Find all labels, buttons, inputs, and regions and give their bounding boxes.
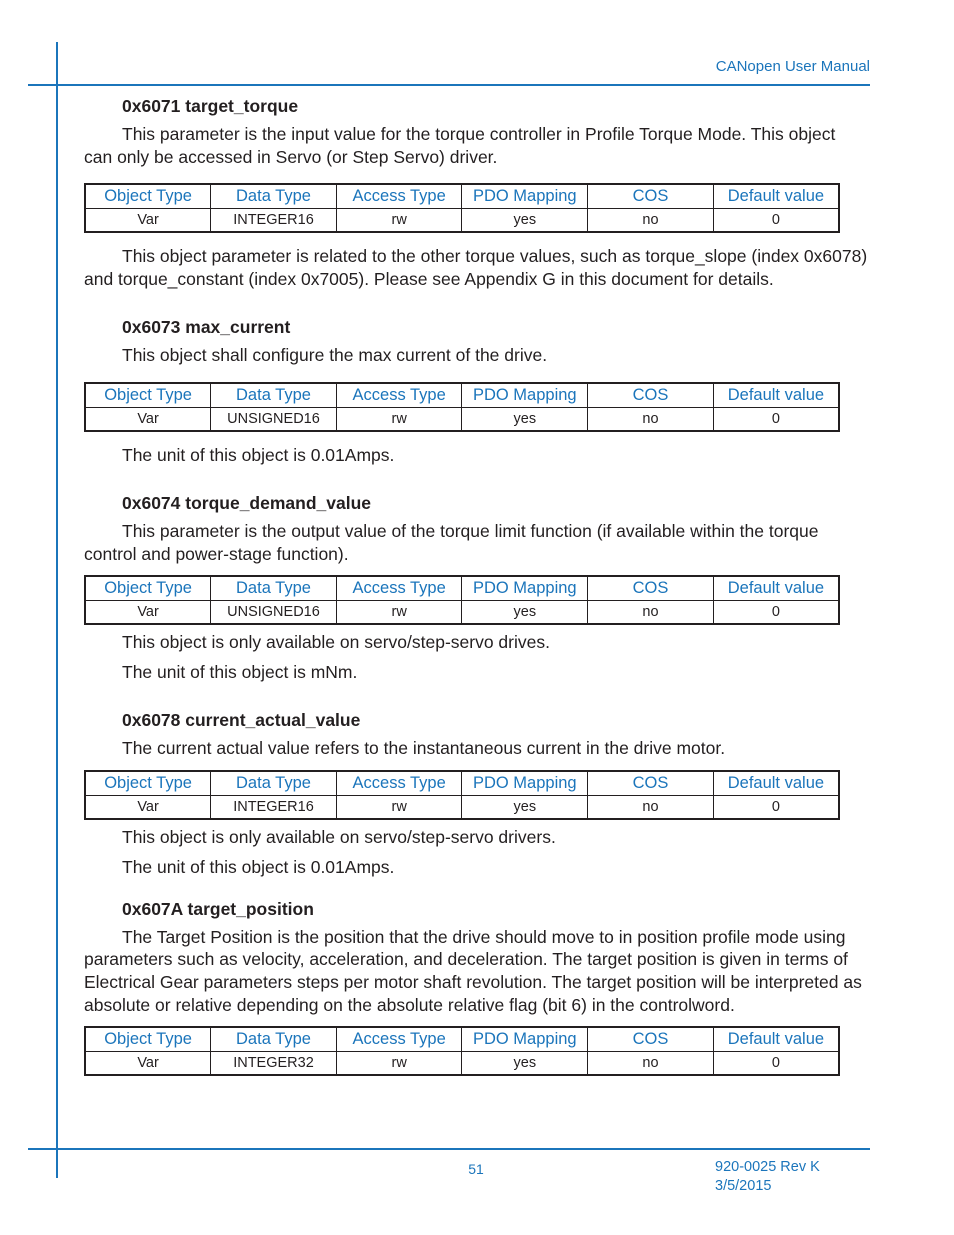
page-body xyxy=(84,95,868,1088)
table-row xyxy=(85,601,839,625)
table-cell: yes xyxy=(462,795,588,819)
object-table xyxy=(84,183,840,233)
section-heading: 0x6074 torque_demand_value xyxy=(122,492,372,513)
section-0x607A xyxy=(84,898,868,1076)
header-cell: Data Type xyxy=(211,383,337,408)
object-table xyxy=(84,575,840,625)
section-note: This object is only available on servo/step-servo drives. xyxy=(122,632,550,653)
section-intro: The Target Position is the position that the drive should move to in position profile mode using parameters such as velocity, acceleration, and deceleration. The target position is given in terms of Electrical Gear parameters steps per motor shaft revolution. The target position will be interpreted as absolute or relative depending on the absolute relative flag (bit 6) in the controlword. xyxy=(84,926,862,1015)
header-cell: Object Type xyxy=(85,383,211,408)
table-header-row xyxy=(85,576,839,601)
table-cell: Var xyxy=(85,601,211,625)
table-header-row xyxy=(85,1027,839,1052)
doc-revision: 920-0025 Rev K xyxy=(715,1159,820,1175)
table-cell: rw xyxy=(336,407,462,431)
section-intro: This parameter is the output value of the torque limit function (if available within the torque control and power-stage function). xyxy=(84,520,819,564)
table-cell: no xyxy=(588,209,714,233)
section-0x6074 xyxy=(84,492,868,683)
running-header: CANopen User Manual xyxy=(715,58,870,75)
footer-doc-info xyxy=(715,1158,820,1196)
section-heading: 0x6078 current_actual_value xyxy=(122,710,361,731)
table-cell: no xyxy=(588,407,714,431)
table-header-row xyxy=(85,184,839,209)
table-cell: INTEGER32 xyxy=(211,1052,337,1076)
footer-rule xyxy=(28,1148,870,1150)
header-cell: PDO Mapping xyxy=(462,383,588,408)
header-cell: Object Type xyxy=(85,184,211,209)
table-cell: 0 xyxy=(713,601,839,625)
header-cell: Default value xyxy=(713,771,839,796)
section-intro: This parameter is the input value for the torque controller in Profile Torque Mode. This object can only be accessed in Servo (or Step Servo) driver. xyxy=(84,124,836,167)
header-cell: Data Type xyxy=(211,1027,337,1052)
section-heading: 0x607A target_position xyxy=(122,898,314,919)
header-cell: Object Type xyxy=(85,771,211,796)
table-row xyxy=(85,1052,839,1076)
header-cell: Default value xyxy=(713,1027,839,1052)
object-table xyxy=(84,770,840,820)
table-cell: rw xyxy=(336,795,462,819)
section-note: The unit of this object is mNm. xyxy=(122,662,358,683)
header-cell: Access Type xyxy=(336,576,462,601)
table-cell: yes xyxy=(462,407,588,431)
table-cell: Var xyxy=(85,1052,211,1076)
header-cell: COS xyxy=(588,576,714,601)
object-table xyxy=(84,382,840,432)
table-cell: rw xyxy=(336,601,462,625)
table-cell: 0 xyxy=(713,209,839,233)
page-number: 51 xyxy=(468,1161,484,1177)
table-header-row xyxy=(85,383,839,408)
section-note: The unit of this object is 0.01Amps. xyxy=(122,444,395,465)
section-0x6071 xyxy=(84,95,868,290)
section-0x6078 xyxy=(84,709,868,878)
table-cell: 0 xyxy=(713,407,839,431)
object-table xyxy=(84,1026,840,1076)
table-header-row xyxy=(85,771,839,796)
table-cell: UNSIGNED16 xyxy=(211,407,337,431)
header-cell: Access Type xyxy=(336,1027,462,1052)
table-cell: INTEGER16 xyxy=(211,795,337,819)
header-cell: COS xyxy=(588,383,714,408)
header-cell: Data Type xyxy=(211,576,337,601)
header-cell: COS xyxy=(588,184,714,209)
header-cell: PDO Mapping xyxy=(462,184,588,209)
section-0x6073 xyxy=(84,316,868,466)
page-margin-rule xyxy=(56,42,58,1178)
section-note: This object is only available on servo/step-servo drivers. xyxy=(122,826,556,847)
table-cell: UNSIGNED16 xyxy=(211,601,337,625)
table-cell: no xyxy=(588,601,714,625)
table-cell: yes xyxy=(462,601,588,625)
header-cell: PDO Mapping xyxy=(462,576,588,601)
table-cell: Var xyxy=(85,795,211,819)
table-cell: Var xyxy=(85,407,211,431)
table-row xyxy=(85,209,839,233)
table-cell: rw xyxy=(336,209,462,233)
header-cell: Access Type xyxy=(336,184,462,209)
section-heading: 0x6073 max_current xyxy=(122,317,291,338)
header-cell: COS xyxy=(588,771,714,796)
header-cell: COS xyxy=(588,1027,714,1052)
table-cell: no xyxy=(588,1052,714,1076)
doc-date: 3/5/2015 xyxy=(715,1178,772,1194)
table-cell: no xyxy=(588,795,714,819)
header-cell: PDO Mapping xyxy=(462,771,588,796)
section-note: The unit of this object is 0.01Amps. xyxy=(122,856,395,877)
section-intro: This object shall configure the max current of the drive. xyxy=(122,345,548,366)
table-row xyxy=(85,407,839,431)
table-cell: yes xyxy=(462,209,588,233)
section-intro: The current actual value refers to the instantaneous current in the drive motor. xyxy=(122,738,726,759)
table-cell: 0 xyxy=(713,795,839,819)
table-row xyxy=(85,795,839,819)
section-heading: 0x6071 target_torque xyxy=(122,96,299,116)
header-cell: Access Type xyxy=(336,771,462,796)
header-rule xyxy=(28,84,870,86)
header-cell: Data Type xyxy=(211,184,337,209)
table-cell: Var xyxy=(85,209,211,233)
header-cell: Object Type xyxy=(85,1027,211,1052)
table-cell: 0 xyxy=(713,1052,839,1076)
table-cell: INTEGER16 xyxy=(211,209,337,233)
header-cell: Access Type xyxy=(336,383,462,408)
header-cell: Data Type xyxy=(211,771,337,796)
header-cell: Object Type xyxy=(85,576,211,601)
section-detail: This object parameter is related to the other torque values, such as torque_slope (index 0x6078) and torque_constant (index 0x7005). Please see Appendix G in this document for details. xyxy=(84,246,868,289)
table-cell: rw xyxy=(336,1052,462,1076)
table-cell: yes xyxy=(462,1052,588,1076)
header-cell: PDO Mapping xyxy=(462,1027,588,1052)
header-cell: Default value xyxy=(713,184,839,209)
header-cell: Default value xyxy=(713,576,839,601)
header-cell: Default value xyxy=(713,383,839,408)
